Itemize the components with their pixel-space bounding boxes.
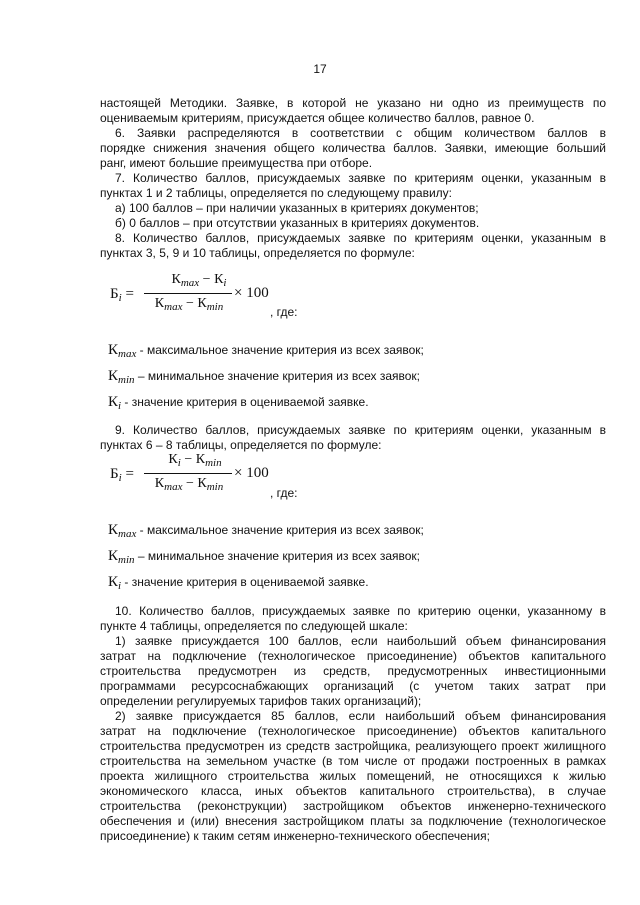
paragraph-line: оцениваемым критериям, присуждается общее количество баллов, равное 0. (100, 111, 535, 125)
paragraph-line: экономического класса, иных объектов капитального строительства), в случае (100, 784, 606, 798)
paragraph-line: 10. Количество баллов, присуждаемых заявке по критерию оценки, указанному в (115, 604, 606, 618)
formula-lhs: $Б_i$ = (110, 466, 134, 484)
paragraph-line: 2) заявке присуждается 85 баллов, если наибольший объем финансирования (115, 709, 606, 723)
formula-denominator: $К_{max} - К_{min}$ (154, 476, 224, 493)
paragraph-line: ранг, имеют большие преимущества при отборе. (100, 156, 373, 170)
formula-lhs: $Б_i$ = (110, 286, 134, 304)
formula-where: , где: (270, 305, 298, 319)
paragraph-line: программами ресурсоснабжающих организаций (с учетом таких затрат при (100, 679, 606, 693)
paragraph-line: пункте 4 таблицы, определяется по следующей шкале: (100, 619, 408, 633)
paragraph-line: 8. Количество баллов, присуждаемых заявке по критериям оценки, указанным в (115, 231, 606, 245)
paragraph-line: строительства (реконструкции) застройщиком объектов инженерно-технического (100, 799, 606, 813)
paragraph-line: 6. Заявки распределяются в соответствии с общим количеством баллов в (115, 126, 606, 140)
definition-line: $К_i$ - значение критерия в оцениваемой заявке. (108, 574, 369, 592)
paragraph-line: настоящей Методики. Заявке, в которой не указано ни одно из преимуществ по (100, 96, 606, 110)
paragraph-line: проекта жилищного строительства жилых помещений, не относящихся к жилью (100, 769, 606, 783)
formula-tail: × 100 (234, 465, 269, 481)
paragraph-line: присоединение) к таким сетям инженерно-технического обеспечения; (100, 829, 490, 843)
paragraph-line: пунктах 3, 5, 9 и 10 таблицы, определяется по формуле: (100, 246, 415, 260)
page-number: 17 (313, 62, 327, 76)
paragraph-line: затрат на подключение (технологическое присоединение) объектов капитального (100, 724, 606, 738)
definition-line: $К_i$ - значение критерия в оцениваемой заявке. (108, 394, 369, 412)
paragraph-line: строительства предусмотрен из средств, предусмотренных инвестиционными (100, 664, 606, 678)
definition-line: $К_{max}$ - максимальное значение критерия из всех заявок; (108, 522, 424, 540)
paragraph-line: строительства предусмотрен из средств застройщика, реализующего проект жилищного (100, 739, 606, 753)
definition-line: $К_{min}$ – минимальное значение критерия из всех заявок; (108, 368, 420, 386)
definition-line: $К_{max}$ - максимальное значение критерия из всех заявок; (108, 342, 424, 360)
paragraph-line: а) 100 баллов – при наличии указанных в критериях документов; (115, 201, 479, 215)
definition-line: $К_{min}$ – минимальное значение критерия из всех заявок; (108, 548, 420, 566)
paragraph-line: 7. Количество баллов, присуждаемых заявке по критериям оценки, указанным в (115, 171, 606, 185)
formula-denominator: $К_{max} - К_{min}$ (154, 296, 224, 313)
fraction-bar (144, 473, 232, 474)
paragraph-line: порядке снижения значения общего количества баллов. Заявки, имеющие больший (100, 141, 606, 155)
paragraph-line: строительства на земельном участке (в том числе от продажи построенных в рамках (100, 754, 606, 768)
formula-numerator: $К_{max} - К_i$ (171, 272, 227, 289)
formula-numerator: $К_i - К_{min}$ (168, 452, 222, 469)
paragraph-line: затрат на подключение (технологическое присоединение) объектов капитального (100, 649, 606, 663)
paragraph-line: пунктах 6 – 8 таблицы, определяется по формуле: (100, 438, 382, 452)
paragraph-line: пунктах 1 и 2 таблицы, определяется по следующему правилу: (100, 186, 452, 200)
formula-where: , где: (270, 486, 298, 500)
paragraph-line: обеспечения и (или) внесения застройщиком платы за подключение (технологическое (100, 814, 606, 828)
paragraph-line: 9. Количество баллов, присуждаемых заявке по критериям оценки, указанным в (115, 423, 606, 437)
fraction-bar (144, 293, 232, 294)
paragraph-line: 1) заявке присуждается 100 баллов, если наибольший объем финансирования (115, 634, 606, 648)
paragraph-line: определении регулируемых тарифов таких организаций); (100, 694, 422, 708)
paragraph-line: б) 0 баллов – при отсутствии указанных в критериях документов. (115, 216, 480, 230)
formula-tail: × 100 (234, 285, 269, 301)
